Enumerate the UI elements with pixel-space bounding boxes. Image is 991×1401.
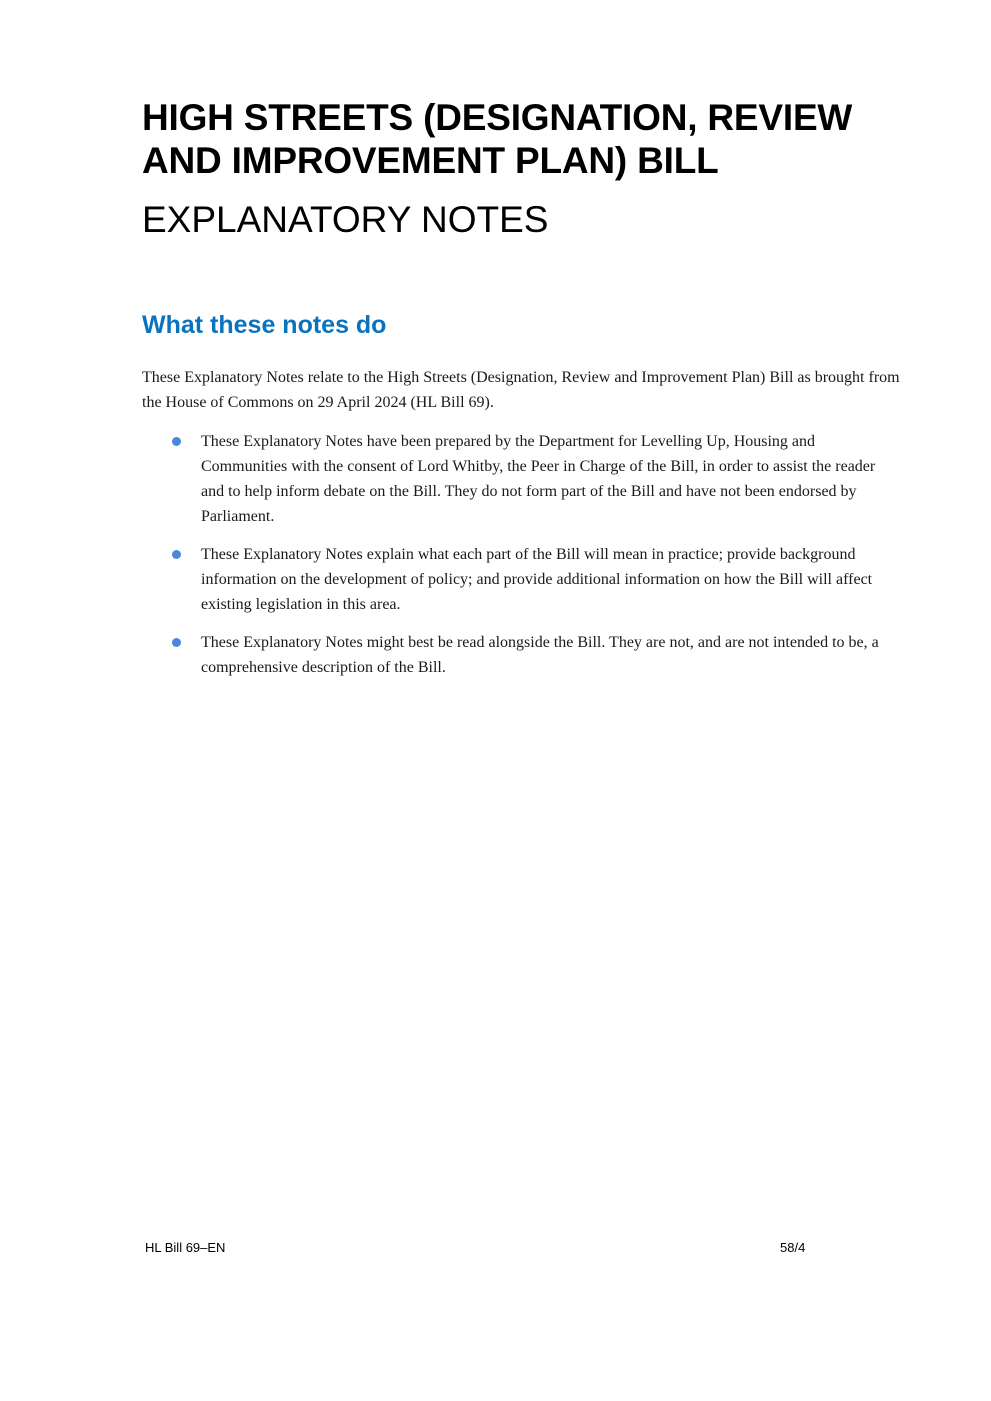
bullet-text: These Explanatory Notes explain what each part of the Bill will mean in practice; provide background information on the development of policy; and provide additional information on how the Bill will affect existing legislation in this area. <box>201 546 873 613</box>
bullet-list <box>142 429 902 693</box>
document-subtitle: EXPLANATORY NOTES <box>142 199 549 240</box>
section-heading: What these notes do <box>142 311 387 339</box>
intro-paragraph: These Explanatory Notes relate to the High Streets (Designation, Review and Improvement Plan) Bill as brought from the House of Commons on 29 April 2024 (HL Bill 69). <box>142 369 900 411</box>
bullet-dot-icon <box>172 550 181 559</box>
bill-title: HIGH STREETS (DESIGNATION, REVIEW AND IMPROVEMENT PLAN) BILL <box>142 97 853 181</box>
bullet-item <box>142 429 902 529</box>
bullet-item <box>142 630 902 680</box>
footer-page-code: 58/4 <box>780 1240 806 1255</box>
bullet-dot-icon <box>172 638 181 647</box>
bullet-text: These Explanatory Notes might best be read alongside the Bill. They are not, and are not intended to be, a comprehensive description of the Bill. <box>201 634 879 676</box>
bullet-text: These Explanatory Notes have been prepared by the Department for Levelling Up, Housing and Communities with the consent of Lord Whitby, the Peer in Charge of the Bill, in order to assist the reader and to help inform debate on the Bill. They do not form part of the Bill and have not been endorsed by Parliament. <box>201 433 876 525</box>
footer-bill-reference: HL Bill 69–EN <box>145 1240 226 1255</box>
bullet-item <box>142 542 902 617</box>
bullet-dot-icon <box>172 437 181 446</box>
